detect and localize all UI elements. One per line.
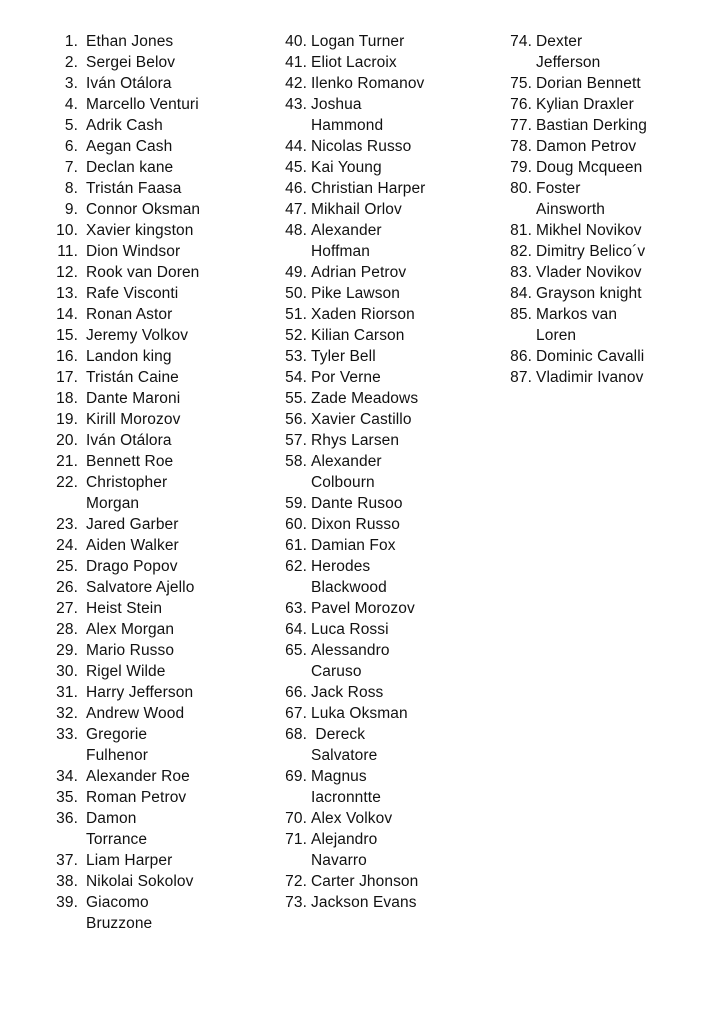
list-item <box>56 199 276 220</box>
list-item <box>506 346 716 367</box>
list-item-number: 70. <box>285 810 307 827</box>
list-item-number: 28. <box>56 621 78 638</box>
list-item <box>56 283 276 304</box>
list-item-name: Luka Oksman <box>311 705 408 722</box>
list-item-name: Nikolai Sokolov <box>86 873 194 890</box>
list-item <box>56 220 276 241</box>
list-item-name: Christopher Morgan <box>86 474 168 512</box>
list-item-name: Aiden Walker <box>86 537 179 554</box>
list-item <box>56 682 276 703</box>
list-item <box>56 892 276 934</box>
list-item <box>281 178 503 199</box>
list-item-name: Harry Jefferson <box>86 684 194 701</box>
list-item <box>506 178 716 220</box>
list-item <box>56 787 276 808</box>
list-item <box>281 682 503 703</box>
list-item-name: Aegan Cash <box>86 138 173 155</box>
list-item-name: Jack Ross <box>311 684 384 701</box>
list-item-name: Dereck Salvatore <box>311 726 378 764</box>
list-item-number: 8. <box>64 180 78 197</box>
list-item-name: Mikhail Orlov <box>311 201 402 218</box>
list-item <box>56 451 276 472</box>
list-item-name: Bastian Derking <box>536 117 647 134</box>
list-item-name: Dante Rusoo <box>311 495 403 512</box>
list-item <box>506 73 716 94</box>
list-item-number: 61. <box>285 537 307 554</box>
list-item-number: 54. <box>285 369 307 386</box>
list-item-number: 55. <box>285 390 307 407</box>
list-item-number: 1. <box>64 33 78 50</box>
list-item-name: Iván Otálora <box>86 75 172 92</box>
list-item-name: Dominic Cavalli <box>536 348 645 365</box>
list-item-number: 24. <box>56 537 78 554</box>
list-item <box>56 94 276 115</box>
list-item <box>281 493 503 514</box>
list-item-name: Alex Morgan <box>86 621 175 638</box>
list-item-number: 87. <box>510 369 532 386</box>
list-item-name: Jared Garber <box>86 516 179 533</box>
list-item <box>56 535 276 556</box>
list-item-number: 48. <box>285 222 307 239</box>
list-item-number: 81. <box>510 222 532 239</box>
list-item <box>281 73 503 94</box>
list-item-name: Declan kane <box>86 159 174 176</box>
list-item <box>56 577 276 598</box>
list-item <box>281 220 503 262</box>
list-item <box>56 388 276 409</box>
list-item-number: 2. <box>64 54 78 71</box>
list-item <box>56 157 276 178</box>
list-item-number: 17. <box>56 369 78 386</box>
list-item-number: 42. <box>285 75 307 92</box>
list-item-name: Andrew Wood <box>86 705 185 722</box>
list-item-number: 53. <box>285 348 307 365</box>
list-item-name: Iván Otálora <box>86 432 172 449</box>
list-item-name: Ronan Astor <box>86 306 173 323</box>
list-item <box>506 136 716 157</box>
list-item-number: 58. <box>285 453 307 470</box>
list-column-3 <box>506 31 716 388</box>
list-item-name: Magnus Iacronntte <box>311 768 381 806</box>
list-item-number: 41. <box>285 54 307 71</box>
list-item-name: Damon Torrance <box>86 810 148 848</box>
list-item-name: Foster Ainsworth <box>536 180 605 218</box>
list-item-number: 36. <box>56 810 78 827</box>
list-item-name: Kylian Draxler <box>536 96 634 113</box>
list-item-name: Kilian Carson <box>311 327 405 344</box>
list-item-number: 65. <box>285 642 307 659</box>
list-item-name: Alex Volkov <box>311 810 393 827</box>
list-item-name: Dorian Bennett <box>536 75 641 92</box>
list-item <box>281 199 503 220</box>
list-item-name: Salvatore Ajello <box>86 579 195 596</box>
list-item <box>506 262 716 283</box>
list-item-name: Luca Rossi <box>311 621 389 638</box>
list-item-number: 14. <box>56 306 78 323</box>
list-item-name: Xavier Castillo <box>311 411 412 428</box>
list-item <box>281 283 503 304</box>
list-item-number: 29. <box>56 642 78 659</box>
list-item-name: Logan Turner <box>311 33 405 50</box>
list-item-number: 15. <box>56 327 78 344</box>
list-item-number: 16. <box>56 348 78 365</box>
list-item <box>56 52 276 73</box>
list-item-number: 64. <box>285 621 307 638</box>
list-item-name: Damian Fox <box>311 537 396 554</box>
list-item <box>56 661 276 682</box>
list-item <box>56 31 276 52</box>
list-item <box>281 556 503 598</box>
list-item-number: 43. <box>285 96 307 113</box>
list-item-number: 25. <box>56 558 78 575</box>
list-item-name: Mario Russo <box>86 642 175 659</box>
list-item-name: Sergei Belov <box>86 54 176 71</box>
list-item <box>56 409 276 430</box>
list-item-number: 84. <box>510 285 532 302</box>
list-item-number: 20. <box>56 432 78 449</box>
list-item <box>56 346 276 367</box>
list-item-name: Alexander Colbourn <box>311 453 382 491</box>
list-item <box>56 304 276 325</box>
list-item-number: 52. <box>285 327 307 344</box>
list-item-number: 85. <box>510 306 532 323</box>
list-item <box>56 640 276 661</box>
list-item-number: 83. <box>510 264 532 281</box>
list-item-number: 40. <box>285 33 307 50</box>
list-item-name: Doug Mcqueen <box>536 159 643 176</box>
list-item-name: Tristán Caine <box>86 369 179 386</box>
list-item <box>281 94 503 136</box>
list-item-number: 47. <box>285 201 307 218</box>
list-item-number: 76. <box>510 96 532 113</box>
list-column-1 <box>56 31 276 934</box>
list-item-name: Dimitry Belico´v <box>536 243 646 260</box>
list-item-number: 69. <box>285 768 307 785</box>
list-item <box>56 556 276 577</box>
list-item <box>56 619 276 640</box>
list-item-name: Adrik Cash <box>86 117 163 134</box>
list-item-number: 75. <box>510 75 532 92</box>
list-item-number: 86. <box>510 348 532 365</box>
list-item-number: 56. <box>285 411 307 428</box>
list-item <box>281 535 503 556</box>
list-item-name: Alexander Roe <box>86 768 190 785</box>
list-item <box>281 619 503 640</box>
list-item <box>281 598 503 619</box>
list-item <box>281 892 503 913</box>
list-item-number: 31. <box>56 684 78 701</box>
list-item-name: Landon king <box>86 348 172 365</box>
list-item-name: Connor Oksman <box>86 201 201 218</box>
list-item <box>281 808 503 829</box>
list-item-number: 12. <box>56 264 78 281</box>
list-item-number: 49. <box>285 264 307 281</box>
list-item-number: 45. <box>285 159 307 176</box>
list-item-number: 80. <box>510 180 532 197</box>
list-item <box>281 304 503 325</box>
list-item <box>281 871 503 892</box>
list-item <box>506 283 716 304</box>
list-item-number: 60. <box>285 516 307 533</box>
list-item <box>56 514 276 535</box>
list-item-name: Drago Popov <box>86 558 178 575</box>
list-item <box>56 766 276 787</box>
list-item-name: Damon Petrov <box>536 138 637 155</box>
list-item <box>56 598 276 619</box>
list-item-number: 39. <box>56 894 78 911</box>
list-item-number: 32. <box>56 705 78 722</box>
list-item <box>506 220 716 241</box>
list-item <box>56 724 276 766</box>
list-item <box>281 514 503 535</box>
list-item-number: 21. <box>56 453 78 470</box>
list-item-name: Marcello Venturi <box>86 96 199 113</box>
list-item-number: 5. <box>64 117 78 134</box>
list-item-name: Giacomo Bruzzone <box>86 894 153 932</box>
list-item <box>281 262 503 283</box>
list-item-name: Rhys Larsen <box>311 432 400 449</box>
list-item-number: 62. <box>285 558 307 575</box>
list-item-name: Dexter Jefferson <box>536 33 601 71</box>
list-item-name: Alexander Hoffman <box>311 222 382 260</box>
list-item-name: Tristán Faasa <box>86 180 182 197</box>
list-item-number: 27. <box>56 600 78 617</box>
list-item-name: Por Verne <box>311 369 381 386</box>
list-item <box>281 724 503 766</box>
list-item-number: 46. <box>285 180 307 197</box>
list-item <box>281 388 503 409</box>
list-item-number: 35. <box>56 789 78 806</box>
list-item-number: 57. <box>285 432 307 449</box>
list-item-name: Mikhel Novikov <box>536 222 642 239</box>
list-item-number: 63. <box>285 600 307 617</box>
list-item-name: Markos van Loren <box>536 306 618 344</box>
list-item-number: 7. <box>64 159 78 176</box>
list-item-number: 50. <box>285 285 307 302</box>
list-item-number: 23. <box>56 516 78 533</box>
list-item-number: 19. <box>56 411 78 428</box>
list-item <box>56 325 276 346</box>
list-item-number: 77. <box>510 117 532 134</box>
list-item-name: Pavel Morozov <box>311 600 415 617</box>
list-item-name: Roman Petrov <box>86 789 187 806</box>
list-item <box>56 178 276 199</box>
list-item-name: Liam Harper <box>86 852 173 869</box>
list-item-number: 82. <box>510 243 532 260</box>
list-item-name: Kai Young <box>311 159 382 176</box>
list-item-number: 30. <box>56 663 78 680</box>
list-item-name: Ilenko Romanov <box>311 75 425 92</box>
list-item <box>281 451 503 493</box>
list-item-name: Dion Windsor <box>86 243 181 260</box>
list-item <box>281 829 503 871</box>
list-item-name: Vlader Novikov <box>536 264 642 281</box>
list-item-number: 11. <box>57 243 78 260</box>
list-item <box>506 304 716 346</box>
list-item-name: Carter Jhonson <box>311 873 419 890</box>
list-item-name: Alessandro Caruso <box>311 642 390 680</box>
list-item <box>56 262 276 283</box>
list-item-name: Adrian Petrov <box>311 264 407 281</box>
list-item-number: 66. <box>285 684 307 701</box>
list-item-name: Jeremy Volkov <box>86 327 189 344</box>
list-item-name: Gregorie Fulhenor <box>86 726 148 764</box>
list-item-number: 9. <box>64 201 78 218</box>
list-item <box>506 367 716 388</box>
list-item-name: Kirill Morozov <box>86 411 181 428</box>
list-item-number: 18. <box>56 390 78 407</box>
list-item-number: 71. <box>285 831 307 848</box>
list-item-name: Pike Lawson <box>311 285 400 302</box>
list-item-name: Eliot Lacroix <box>311 54 397 71</box>
list-item <box>506 157 716 178</box>
list-item-name: Herodes Blackwood <box>311 558 387 596</box>
list-item <box>56 241 276 262</box>
list-item <box>56 703 276 724</box>
list-item <box>506 94 716 115</box>
list-item-name: Rafe Visconti <box>86 285 179 302</box>
list-item <box>281 346 503 367</box>
list-item <box>506 241 716 262</box>
list-item <box>56 115 276 136</box>
list-item <box>281 136 503 157</box>
list-item <box>281 325 503 346</box>
list-item-number: 72. <box>285 873 307 890</box>
list-item <box>281 157 503 178</box>
list-item-number: 22. <box>56 474 78 491</box>
list-item-number: 26. <box>56 579 78 596</box>
list-item-name: Tyler Bell <box>311 348 376 365</box>
list-item <box>56 73 276 94</box>
list-item-number: 67. <box>285 705 307 722</box>
list-item <box>506 31 716 73</box>
list-item-name: Dante Maroni <box>86 390 181 407</box>
list-item-name: Vladimir Ivanov <box>536 369 644 386</box>
list-item-name: Zade Meadows <box>311 390 419 407</box>
list-item-number: 79. <box>510 159 532 176</box>
list-item <box>281 409 503 430</box>
list-item-name: Nicolas Russo <box>311 138 412 155</box>
list-item-number: 6. <box>64 138 78 155</box>
list-item-number: 51. <box>285 306 307 323</box>
list-item-number: 13. <box>56 285 78 302</box>
list-item <box>56 367 276 388</box>
list-item <box>281 640 503 682</box>
list-item <box>506 115 716 136</box>
list-item-name: Dixon Russo <box>311 516 400 533</box>
list-item-number: 10. <box>56 222 78 239</box>
list-item <box>56 136 276 157</box>
list-item-number: 37. <box>56 852 78 869</box>
list-item <box>56 871 276 892</box>
list-item-number: 4. <box>64 96 78 113</box>
list-item-name: Xaden Riorson <box>311 306 415 323</box>
list-item-number: 59. <box>285 495 307 512</box>
list-item-name: Rigel Wilde <box>86 663 166 680</box>
list-item-number: 33. <box>56 726 78 743</box>
list-item-name: Alejandro Navarro <box>311 831 378 869</box>
list-item <box>281 367 503 388</box>
list-item <box>56 850 276 871</box>
list-item-number: 34. <box>56 768 78 785</box>
list-item-name: Bennett Roe <box>86 453 174 470</box>
list-item-number: 38. <box>56 873 78 890</box>
list-item <box>281 766 503 808</box>
list-item <box>281 703 503 724</box>
list-item-number: 44. <box>285 138 307 155</box>
list-item-number: 68. <box>285 726 307 743</box>
list-item-name: Ethan Jones <box>86 33 174 50</box>
list-item-number: 74. <box>510 33 532 50</box>
list-item <box>56 430 276 451</box>
list-item <box>281 52 503 73</box>
list-item <box>56 808 276 850</box>
list-item-name: Rook van Doren <box>86 264 200 281</box>
list-item-name: Joshua Hammond <box>311 96 384 134</box>
list-item-name: Jackson Evans <box>311 894 417 911</box>
list-item <box>56 472 276 514</box>
list-item-number: 73. <box>285 894 307 911</box>
list-item-name: Heist Stein <box>86 600 163 617</box>
list-item-number: 3. <box>64 75 78 92</box>
list-column-2 <box>281 31 503 913</box>
list-item-name: Grayson knight <box>536 285 642 302</box>
list-item-name: Xavier kingston <box>86 222 194 239</box>
list-item-name: Christian Harper <box>311 180 426 197</box>
list-item-number: 78. <box>510 138 532 155</box>
list-item <box>281 430 503 451</box>
list-item <box>281 31 503 52</box>
